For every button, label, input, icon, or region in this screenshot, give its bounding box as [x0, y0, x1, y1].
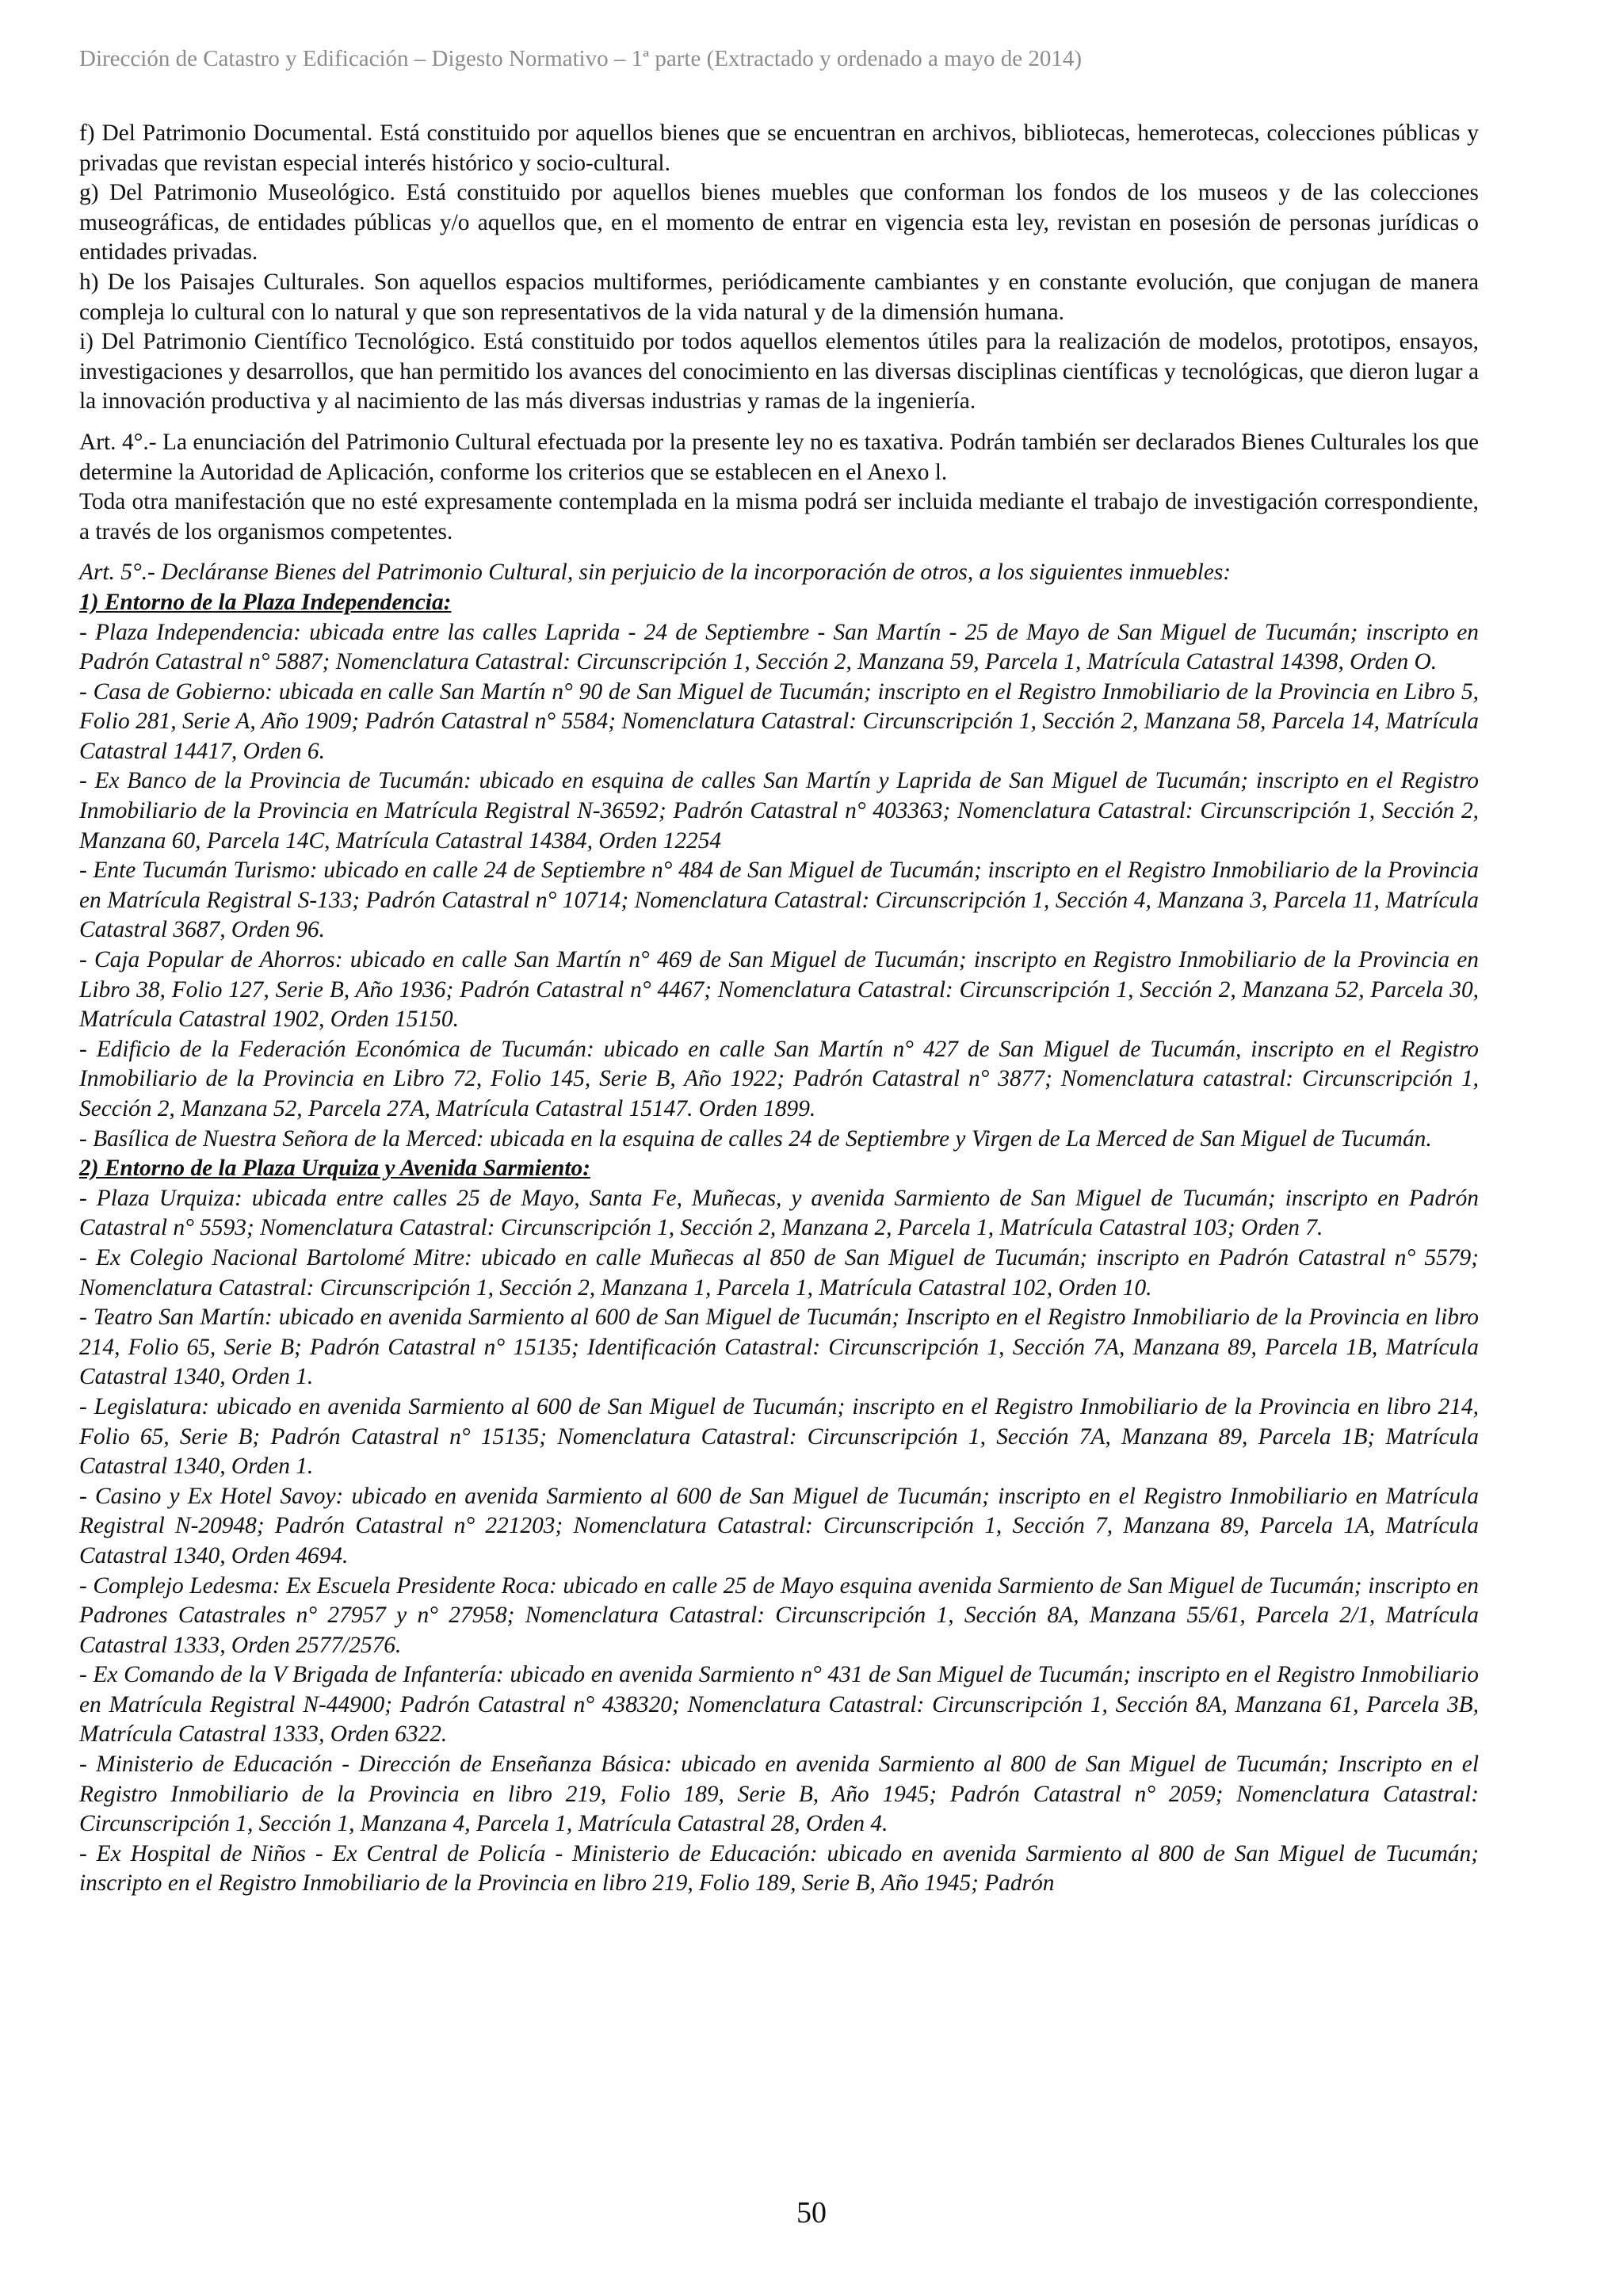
list-item: - Ente Tucumán Turismo: ubicado en calle 24 de Septiembre n° 484 de San Miguel de Tucumán; inscripto en el Registro Inmobiliario de la Provincia en Matrícula Registral S-133; Padrón Catastral n° 10714; Nomenclatura Catastral: Circunscripción 1, Sección 4, Manzana 3, Parcela 11, Matrícula Catastral 3687, Orden 96.	[79, 858, 1479, 943]
article-4	[79, 428, 1479, 547]
article-5-intro: Art. 5°.- Decláranse Bienes del Patrimonio Cultural, sin perjuicio de la incorporación de otros, a los siguientes inmuebles:	[79, 560, 1232, 586]
list-item: - Plaza Urquiza: ubicada entre calles 25 de Mayo, Santa Fe, Muñecas, y avenida Sarmiento de San Miguel de Tucumán; inscripto en Padrón Catastral n° 5593; Nomenclatura Catastral: Circunscripción 1, Sección 2, Manzana 2, Parcela 1, Matrícula Catastral 103; Orden 7.	[79, 1185, 1479, 1241]
list-item: - Ex Banco de la Provincia de Tucumán: ubicado en esquina de calles San Martín y Laprida de San Miguel de Tucumán; inscripto en el Registro Inmobiliario de la Provincia en Matrícula Registral N-36592; Padrón Catastral n° 403363; Nomenclatura Catastral: Circunscripción 1, Sección 2, Manzana 60, Parcela 14C, Matrícula Catastral 14384, Orden 12254	[79, 768, 1479, 854]
list-item: - Legislatura: ubicado en avenida Sarmiento al 600 de San Miguel de Tucumán; inscripto en el Registro Inmobiliario de la Provincia en libro 214, Folio 65, Serie B; Padrón Catastral n° 15135; Nomenclatura Catastral: Circunscripción 1, Sección 7A, Manzana 89, Parcela 1B; Matrícula Catastral 1340, Orden 1.	[79, 1393, 1479, 1480]
article-4-paragraph: Toda otra manifestación que no esté expresamente contemplada en la misma podrá ser incluida mediante el trabajo de investigación correspondiente, a través de los organismos competentes.	[79, 489, 1479, 544]
document-body	[79, 119, 1479, 1899]
paragraph-patrimonio-cientifico: i) Del Patrimonio Científico Tecnológico. Está constituido por todos aquellos elementos útiles para la realización de modelos, prototipos, ensayos, investigaciones y desarrollos, que han permitido los avances del conocimiento en las diversas disciplinas científicas y tecnológicas, que dieron lugar a la innovación productiva y al nacimiento de las más diversas industrias y ramas de la ingeniería.	[79, 329, 1479, 415]
list-item: - Caja Popular de Ahorros: ubicado en calle San Martín n° 469 de San Miguel de Tucumán; inscripto en Registro Inmobiliario de la Provincia en Libro 38, Folio 127, Serie B, Año 1936; Padrón Catastral n° 4467; Nomenclatura Catastral: Circunscripción 1, Sección 2, Manzana 52, Parcela 30, Matrícula Catastral 1902, Orden 15150.	[79, 947, 1479, 1033]
article-4-paragraph: Art. 4°.- La enunciación del Patrimonio Cultural efectuada por la presente ley no es taxativa. Podrán también ser declarados Bienes Culturales los que determine la Autoridad de Aplicación, conforme los criterios que se establecen en el Anexo l.	[79, 429, 1479, 485]
page-number: 50	[796, 2196, 827, 2229]
list-item: - Ex Colegio Nacional Bartolomé Mitre: ubicado en calle Muñecas al 850 de San Miguel de Tucumán; inscripto en Padrón Catastral n° 5579; Nomenclatura Catastral: Circunscripción 1, Sección 2, Manzana 1, Parcela 1, Matrícula Catastral 102, Orden 10.	[79, 1244, 1479, 1301]
list-item: - Edificio de la Federación Económica de Tucumán: ubicado en calle San Martín n° 427 de San Miguel de Tucumán, inscripto en el Registro Inmobiliario de la Provincia en Libro 72, Folio 145, Serie B, Año 1922; Padrón Catastral n° 3877; Nomenclatura catastral: Circunscripción 1, Sección 2, Manzana 52, Parcela 27A, Matrícula Catastral 15147. Orden 1899.	[79, 1036, 1479, 1121]
patrimonio-list	[79, 119, 1479, 417]
list-item: - Complejo Ledesma: Ex Escuela Presidente Roca: ubicado en calle 25 de Mayo esquina avenida Sarmiento de San Miguel de Tucumán; inscripto en Padrones Catastrales n° 27957 y n° 27958; Nomenclatura Catastral: Circunscripción 1, Sección 8A, Manzana 55/61, Parcela 2/1, Matrícula Catastral 1333, Orden 2577/2576.	[79, 1572, 1479, 1658]
article-5	[79, 558, 1479, 1899]
list-item: - Casa de Gobierno: ubicada en calle San Martín n° 90 de San Miguel de Tucumán; inscripto en el Registro Inmobiliario de la Provincia en Libro 5, Folio 281, Serie A, Año 1909; Padrón Catastral n° 5584; Nomenclatura Catastral: Circunscripción 1, Sección 2, Manzana 58, Parcela 14, Matrícula Catastral 14417, Orden 6.	[79, 678, 1479, 764]
paragraph-patrimonio-documental: f) Del Patrimonio Documental. Está constituido por aquellos bienes que se encuentran en archivos, bibliotecas, hemerotecas, colecciones públicas y privadas que revistan especial interés histórico y socio-cultural.	[79, 120, 1479, 176]
list-item: - Casino y Ex Hotel Savoy: ubicado en avenida Sarmiento al 600 de San Miguel de Tucumán; inscripto en el Registro Inmobiliario en Matrícula Registral N-20948; Padrón Catastral n° 221203; Nomenclatura Catastral: Circunscripción 1, Sección 7, Manzana 89, Parcela 1A, Matrícula Catastral 1340, Orden 4694.	[79, 1483, 1479, 1568]
list-item: - Ministerio de Educación - Dirección de Enseñanza Básica: ubicado en avenida Sarmiento al 800 de San Miguel de Tucumán; Inscripto en el Registro Inmobiliario de la Provincia en libro 219, Folio 189, Serie B, Año 1945; Padrón Catastral n° 2059; Nomenclatura Catastral: Circunscripción 1, Sección 1, Manzana 4, Parcela 1, Matrícula Catastral 28, Orden 4.	[79, 1752, 1479, 1837]
section-heading-plaza-urquiza: 2) Entorno de la Plaza Urquiza y Avenida Sarmiento:	[79, 1156, 591, 1182]
section-heading-plaza-independencia: 1) Entorno de la Plaza Independencia:	[79, 589, 452, 615]
paragraph-patrimonio-museologico: g) Del Patrimonio Museológico. Está constituido por aquellos bienes muebles que conforman los fondos de los museos y de las colecciones museográficas, de entidades públicas y/o aquellos que, en el momento de entrar en vigencia esta ley, revistan en posesión de personas jurídicas o entidades privadas.	[79, 180, 1479, 266]
running-header: Dirección de Catastro y Edificación – Digesto Normativo – 1ª parte (Extractado y ordenado a mayo de 2014)	[79, 46, 1083, 71]
list-item: - Ex Comando de la V Brigada de Infantería: ubicado en avenida Sarmiento n° 431 de San Miguel de Tucumán; inscripto en el Registro Inmobiliario en Matrícula Registral N-44900; Padrón Catastral n° 438320; Nomenclatura Catastral: Circunscripción 1, Sección 8A, Manzana 61, Parcela 3B, Matrícula Catastral 1333, Orden 6322.	[79, 1662, 1479, 1748]
list-item: - Teatro San Martín: ubicado en avenida Sarmiento al 600 de San Miguel de Tucumán; Inscripto en el Registro Inmobiliario de la Provincia en libro 214, Folio 65, Serie B; Padrón Catastral n° 15135; Identificación Catastral: Circunscripción 1, Sección 7A, Manzana 89, Parcela 1B, Matrícula Catastral 1340, Orden 1.	[79, 1305, 1479, 1390]
paragraph-paisajes-culturales: h) De los Paisajes Culturales. Son aquellos espacios multiformes, periódicamente cambiantes y en constante evolución, que conjugan de manera compleja lo cultural con lo natural y que son representativos de la vida natural y de la dimensión humana.	[79, 269, 1479, 325]
list-item: - Plaza Independencia: ubicada entre las calles Laprida - 24 de Septiembre - San Martín - 25 de Mayo de San Miguel de Tucumán; inscripto en Padrón Catastral n° 5887; Nomenclatura Catastral: Circunscripción 1, Sección 2, Manzana 59, Parcela 1, Matrícula Catastral 14398, Orden O.	[79, 619, 1479, 675]
list-item: - Basílica de Nuestra Señora de la Merced: ubicada en la esquina de calles 24 de Septiembre y Virgen de La Merced de San Miguel de Tucumán.	[79, 1125, 1432, 1152]
list-item: - Ex Hospital de Niños - Ex Central de Policía - Ministerio de Educación: ubicado en avenida Sarmiento al 800 de San Miguel de Tucumán; inscripto en el Registro Inmobiliario de la Provincia en libro 219, Folio 189, Serie B, Año 1945; Padrón	[79, 1840, 1479, 1897]
